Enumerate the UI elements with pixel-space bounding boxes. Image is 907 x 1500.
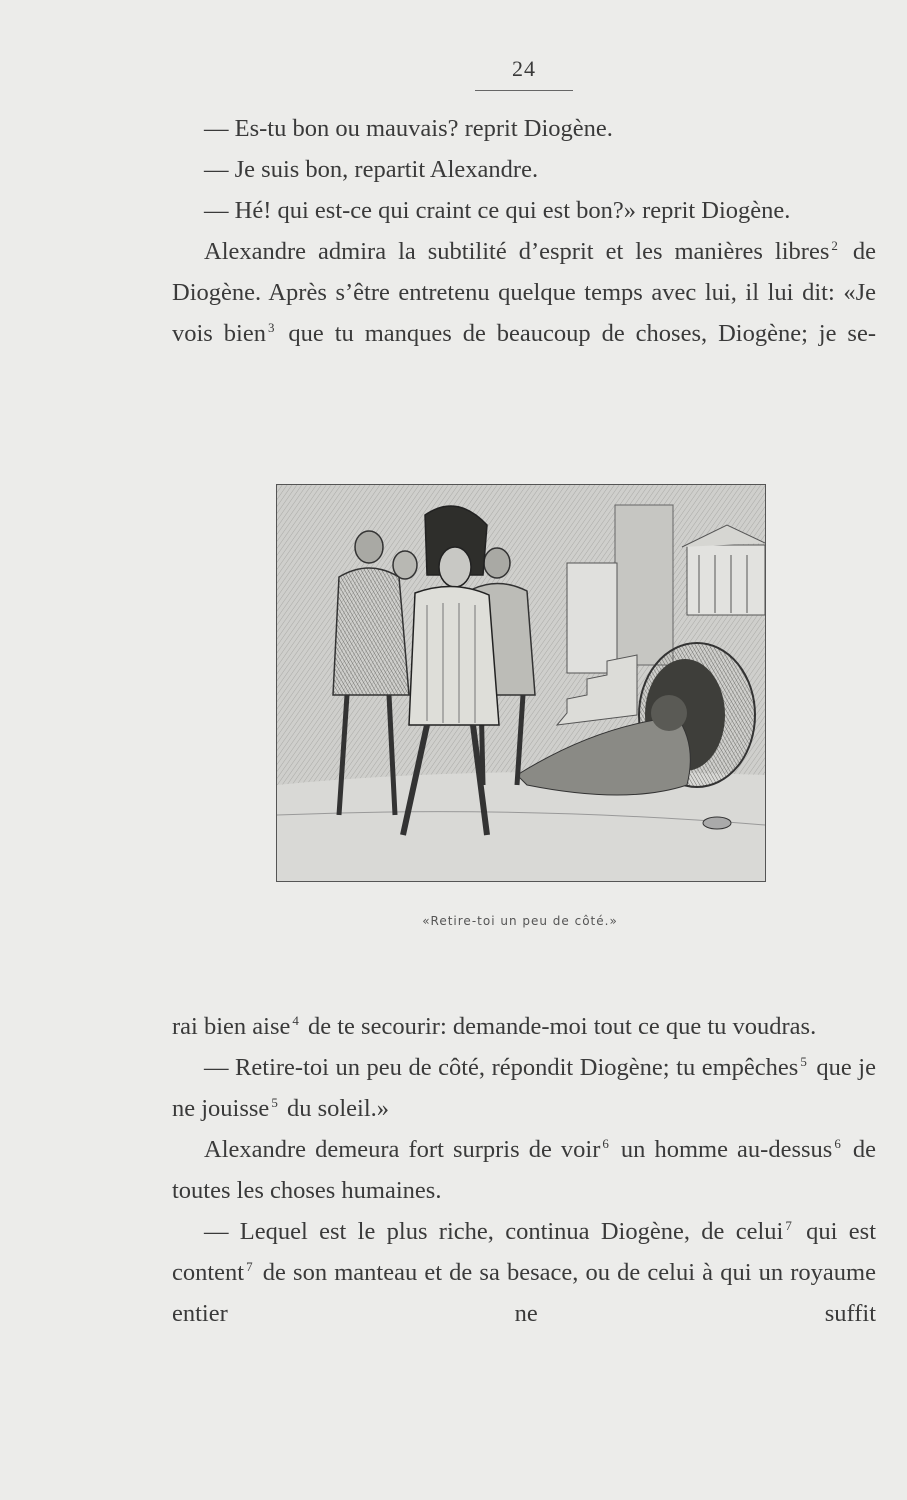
text-run: Alexandre admira la subtilité d’esprit et les manières libres (204, 238, 830, 265)
diogenes-alexander-engraving (277, 485, 765, 881)
text-run: — Lequel est le plus riche, continua Diogène, de celui (204, 1218, 784, 1245)
footnote-marker: 6 (602, 1136, 609, 1151)
footnote-marker: 5 (271, 1095, 278, 1110)
text-run: rai bien aise (172, 1013, 291, 1040)
engraving-illustration (276, 484, 766, 882)
paragraph (172, 1006, 876, 1047)
text-block-bottom (172, 1006, 876, 1334)
footnote-marker: 6 (834, 1136, 841, 1151)
paragraph (172, 231, 876, 354)
text-run: de te secourir: demande-moi tout ce que tu voudras. (301, 1013, 817, 1040)
footnote-marker: 4 (292, 1013, 299, 1028)
footnote-marker: 5 (800, 1054, 807, 1069)
page-number-rule (475, 90, 573, 91)
footnote-marker: 2 (831, 238, 838, 253)
paragraph: — Je suis bon, repartit Alexandre. (204, 156, 539, 183)
footnote-marker: 7 (246, 1259, 253, 1274)
paragraph (172, 1129, 876, 1211)
text-run: du soleil.» (280, 1095, 390, 1122)
text-run: — Retire-toi un peu de côté, répondit Diogène; tu empêches (204, 1054, 799, 1081)
text-run: de son manteau et de sa besace, ou de celui à qui un royaume entier ne suffit (172, 1259, 876, 1327)
paragraph: — Hé! qui est-ce qui craint ce qui est bon?» reprit Diogène. (204, 197, 791, 224)
text-run: que tu manques de beaucoup de choses, Diogène; je se- (277, 320, 876, 347)
paragraph: — Es-tu bon ou mauvais? reprit Diogène. (204, 115, 613, 142)
text-run: qui est content (172, 1218, 876, 1286)
text-run: de Diogène. Après s’être entretenu quelque temps avec lui, il lui dit: «Je vois bien (172, 238, 876, 347)
paragraph (172, 1211, 876, 1334)
text-block-top (172, 108, 876, 354)
footnote-marker: 7 (785, 1218, 792, 1233)
text-run: de toutes les choses humaines. (172, 1136, 877, 1204)
paragraph (172, 1047, 876, 1129)
page-number: 24 (512, 56, 536, 81)
illustration-caption: «Retire-toi un peu de côté.» (422, 914, 618, 928)
footnote-marker: 3 (267, 320, 275, 335)
text-run: Alexandre demeura fort surpris de voir (204, 1136, 601, 1163)
text-run: que je ne jouisse (172, 1054, 876, 1122)
text-run: un homme au-dessus (611, 1136, 833, 1163)
